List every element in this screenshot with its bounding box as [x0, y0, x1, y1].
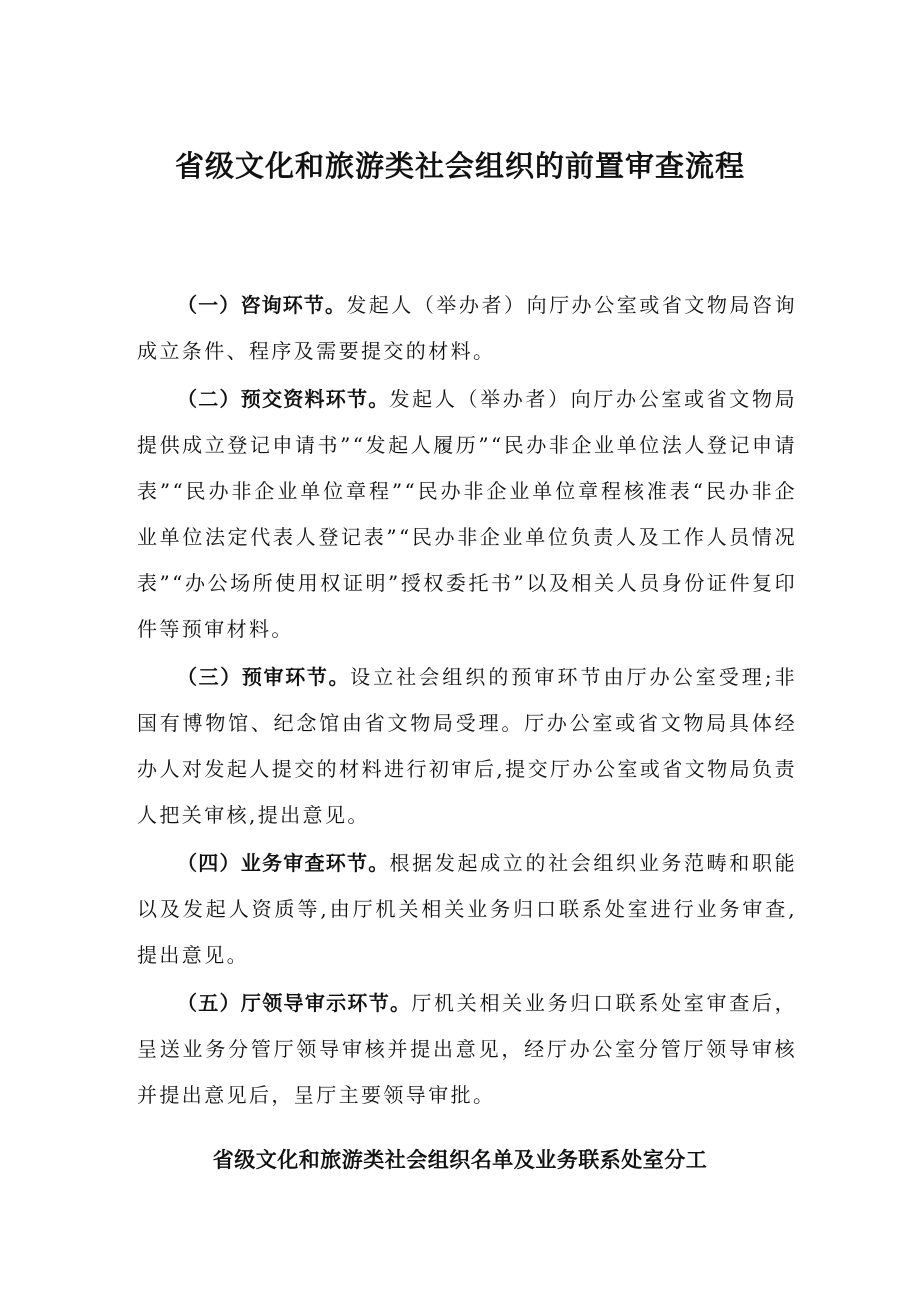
- section-heading: （五）厅领导审示环节。: [177, 991, 412, 1015]
- section-consultation: [137, 282, 797, 374]
- section-text: 设立社会组织的预审环节由厅办公室受理;非国有博物馆、纪念馆由省文物局受理。厅办公室或省文物局具体经办人对发起人提交的材料进行初审后,提交厅办公室或省文物局负责人把关审核,提出意见。: [137, 665, 798, 827]
- section-text: 发起人（举办者）向厅办公室或省文物局咨询成立条件、程序及需要提交的材料。: [137, 293, 798, 363]
- section-business-review: [137, 840, 797, 978]
- document-body: [137, 282, 797, 1120]
- section-pre-submission: [137, 376, 797, 652]
- section-heading: （二）预交资料环节。: [177, 387, 390, 411]
- section-text: 发起人（举办者）向厅办公室或省文物局提供成立登记申请书”“发起人履历”“民办非企业单位法人登记申请表”“民办非企业单位章程”“民办非企业单位章程核准表“民办非企业单位法定代表人登记表”“民办非企业单位负责人及工作人员情况表”“办公场所使用权证明”授权委托书”以及相关人员身份证件复印件等预审材料。: [137, 387, 798, 641]
- section-pre-review: [137, 654, 797, 838]
- document-subtitle: 省级文化和旅游类社会组织名单及业务联系处室分工: [212, 1147, 708, 1172]
- section-text: 根据发起成立的社会组织业务范畴和职能以及发起人资质等,由厅机关相关业务归口联系处室进行业务审查,提出意见。: [137, 851, 798, 967]
- section-heading: （四）业务审查环节。: [177, 851, 390, 875]
- section-leadership-approval: [137, 980, 797, 1118]
- section-text: 厅机关相关业务归口联系处室审查后，呈送业务分管厅领导审核并提出意见，经厅办公室分管厅领导审核并提出意见后，呈厅主要领导审批。: [137, 991, 797, 1107]
- section-heading: （一）咨询环节。: [177, 293, 347, 317]
- document-title: 省级文化和旅游类社会组织的前置审查流程: [174, 149, 745, 183]
- section-heading: （三）预审环节。: [177, 665, 351, 689]
